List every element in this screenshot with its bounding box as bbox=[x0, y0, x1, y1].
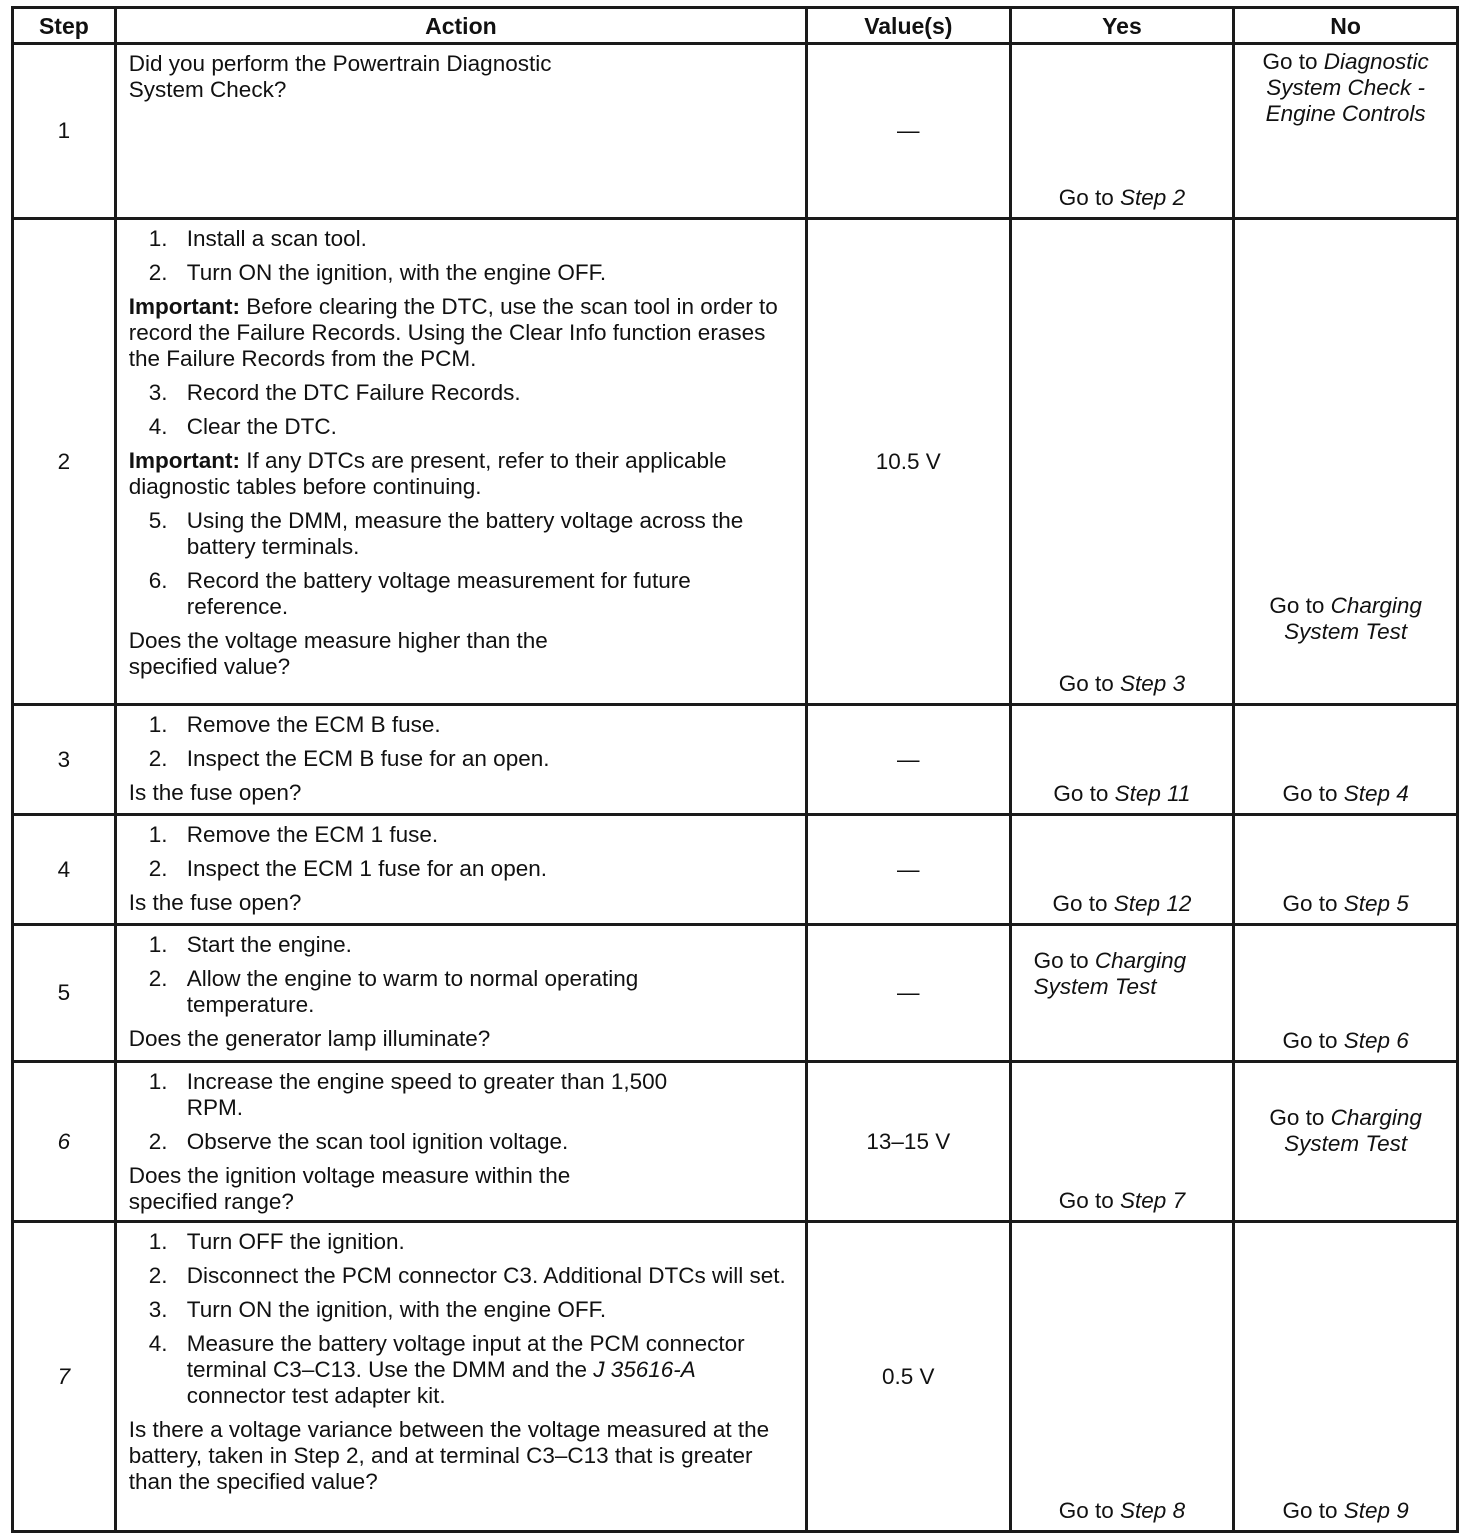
no-cell bbox=[1234, 925, 1458, 1062]
list-item: 1. Remove the ECM 1 fuse. bbox=[148, 822, 439, 847]
yes-step-link[interactable]: Step 7 bbox=[1120, 1188, 1186, 1213]
action-steps bbox=[129, 1069, 793, 1155]
list-item: 4. Clear the DTC. bbox=[148, 414, 337, 439]
list-item: 2. Inspect the ECM B fuse for an open. bbox=[148, 746, 550, 771]
action-steps bbox=[129, 712, 793, 772]
action-question: Does the ignition voltage measure within the specified range? bbox=[128, 1163, 571, 1214]
list-item: 2. Allow the engine to warm to normal operating temperature. bbox=[148, 966, 639, 1017]
action-cell bbox=[115, 925, 806, 1062]
table-row-step-2 bbox=[13, 219, 1458, 705]
no-cell bbox=[1234, 1222, 1458, 1532]
value-cell: 0.5 V bbox=[807, 1222, 1011, 1532]
no-goto: Go to Charging System Test bbox=[1269, 1105, 1422, 1156]
yes-cell bbox=[1010, 219, 1234, 705]
yes-goto: Go to Step 11 bbox=[1053, 781, 1191, 806]
important-note: Important: Before clearing the DTC, use the scan tool in order to record the Failure Records. Using the Clear Info function erases the Failure Records from the PCM. bbox=[128, 294, 778, 371]
action-steps bbox=[129, 932, 793, 1018]
diagnostic-table bbox=[11, 6, 1459, 1533]
action-cell bbox=[115, 44, 806, 219]
list-item: 1. Turn OFF the ignition. bbox=[148, 1229, 405, 1254]
table-row-step-5 bbox=[13, 925, 1458, 1062]
list-item: 4. Measure the battery voltage input at the PCM connector terminal C3–C13. Use the DMM and the J 35616-A connector test adapter kit. bbox=[148, 1331, 745, 1408]
no-goto: Go to Step 5 bbox=[1282, 891, 1409, 916]
value-cell: 13–15 V bbox=[807, 1062, 1011, 1222]
yes-goto: Go to Step 3 bbox=[1058, 671, 1186, 696]
step-number: 2 bbox=[13, 219, 116, 705]
header-action: Action bbox=[115, 8, 806, 44]
value-cell: — bbox=[807, 705, 1011, 815]
list-item: 5. Using the DMM, measure the battery voltage across the battery terminals. bbox=[148, 508, 744, 559]
table-row-step-3 bbox=[13, 705, 1458, 815]
header-step: Step bbox=[13, 8, 116, 44]
table-row-step-1 bbox=[13, 44, 1458, 219]
header-values: Value(s) bbox=[807, 8, 1011, 44]
yes-step-link[interactable]: Step 2 bbox=[1120, 185, 1186, 210]
action-question: Is the fuse open? bbox=[128, 780, 302, 805]
header-row bbox=[13, 8, 1458, 44]
header-yes: Yes bbox=[1010, 8, 1234, 44]
action-cell bbox=[115, 1062, 806, 1222]
value-cell: — bbox=[807, 44, 1011, 219]
action-steps bbox=[129, 822, 793, 882]
yes-cell bbox=[1010, 925, 1234, 1062]
list-item: 2. Observe the scan tool ignition voltage. bbox=[148, 1129, 569, 1154]
action-steps bbox=[129, 1229, 793, 1409]
important-note: Important: If any DTCs are present, refer to their applicable diagnostic tables before continuing. bbox=[128, 448, 727, 499]
value-cell: 10.5 V bbox=[807, 219, 1011, 705]
list-item: 3. Turn ON the ignition, with the engine OFF. bbox=[148, 1297, 607, 1322]
list-item: 2. Inspect the ECM 1 fuse for an open. bbox=[148, 856, 547, 881]
no-goto: Go to Step 6 bbox=[1282, 1028, 1409, 1053]
yes-goto: Go to Charging System Test bbox=[1033, 948, 1187, 999]
yes-goto: Go to Step 8 bbox=[1058, 1498, 1186, 1523]
action-cell bbox=[115, 815, 806, 925]
step-number: 3 bbox=[13, 705, 116, 815]
tool-reference: J 35616-A bbox=[593, 1357, 696, 1382]
list-item: 1. Start the engine. bbox=[148, 932, 352, 957]
action-steps bbox=[129, 380, 793, 440]
action-cell bbox=[115, 1222, 806, 1532]
yes-goto: Go to Step 12 bbox=[1052, 891, 1192, 916]
list-item: 1. Remove the ECM B fuse. bbox=[148, 712, 441, 737]
no-cell bbox=[1234, 219, 1458, 705]
action-question: Does the voltage measure higher than the specified value? bbox=[128, 628, 548, 679]
table-row-step-6 bbox=[13, 1062, 1458, 1222]
yes-cell bbox=[1010, 1222, 1234, 1532]
list-item: 2. Disconnect the PCM connector C3. Additional DTCs will set. bbox=[148, 1263, 786, 1288]
no-goto: Go to Charging System Test bbox=[1269, 593, 1422, 644]
yes-cell bbox=[1010, 44, 1234, 219]
list-item: 1. Increase the engine speed to greater than 1,500 RPM. bbox=[148, 1069, 668, 1120]
no-cell bbox=[1234, 44, 1458, 219]
no-step-link[interactable]: Step 9 bbox=[1343, 1498, 1409, 1523]
yes-step-link[interactable]: Step 12 bbox=[1113, 891, 1192, 916]
step-number: 6 bbox=[13, 1062, 116, 1222]
no-step-link[interactable]: Step 5 bbox=[1343, 891, 1409, 916]
no-cell bbox=[1234, 815, 1458, 925]
header-no: No bbox=[1234, 8, 1458, 44]
no-goto: Go to Step 9 bbox=[1282, 1498, 1409, 1523]
yes-cell bbox=[1010, 705, 1234, 815]
action-cell bbox=[115, 219, 806, 705]
action-question: Is there a voltage variance between the voltage measured at the battery, taken in Step 2, and at terminal C3–C13 that is greater than the specified value? bbox=[128, 1417, 770, 1494]
action-steps bbox=[129, 226, 793, 286]
yes-step-link[interactable]: Step 3 bbox=[1120, 671, 1186, 696]
action-cell bbox=[115, 705, 806, 815]
action-steps bbox=[129, 508, 793, 620]
yes-goto: Go to Step 7 bbox=[1058, 1188, 1186, 1213]
action-question: Is the fuse open? bbox=[128, 890, 302, 915]
yes-step-link[interactable]: Step 8 bbox=[1120, 1498, 1186, 1523]
table-row-step-7 bbox=[13, 1222, 1458, 1532]
list-item: 2. Turn ON the ignition, with the engine OFF. bbox=[148, 260, 607, 285]
step-number: 7 bbox=[13, 1222, 116, 1532]
yes-goto: Go to Step 2 bbox=[1058, 185, 1186, 210]
no-cell bbox=[1234, 705, 1458, 815]
action-question: Did you perform the Powertrain Diagnostic System Check? bbox=[128, 51, 552, 102]
yes-step-link[interactable]: Charging System Test bbox=[1033, 948, 1187, 999]
value-cell: — bbox=[807, 815, 1011, 925]
yes-step-link[interactable]: Step 11 bbox=[1114, 781, 1191, 806]
step-number: 4 bbox=[13, 815, 116, 925]
no-step-link[interactable]: Diagnostic System Check - Engine Controls bbox=[1265, 49, 1429, 126]
list-item: 3. Record the DTC Failure Records. bbox=[148, 380, 521, 405]
step-number: 5 bbox=[13, 925, 116, 1062]
table-row-step-4 bbox=[13, 815, 1458, 925]
value-cell: — bbox=[807, 925, 1011, 1062]
no-step-link[interactable]: Charging System Test bbox=[1284, 1105, 1422, 1156]
action-question: Does the generator lamp illuminate? bbox=[128, 1026, 491, 1051]
no-step-link[interactable]: Step 4 bbox=[1343, 781, 1409, 806]
no-goto: Go to Step 4 bbox=[1282, 781, 1409, 806]
yes-cell bbox=[1010, 815, 1234, 925]
list-item: 6. Record the battery voltage measurement for future reference. bbox=[148, 568, 691, 619]
list-item: 1. Install a scan tool. bbox=[148, 226, 367, 251]
no-step-link[interactable]: Charging System Test bbox=[1284, 593, 1422, 644]
no-cell bbox=[1234, 1062, 1458, 1222]
step-number: 1 bbox=[13, 44, 116, 219]
no-goto: Go to Diagnostic System Check - Engine Controls bbox=[1262, 49, 1429, 126]
yes-cell bbox=[1010, 1062, 1234, 1222]
no-step-link[interactable]: Step 6 bbox=[1343, 1028, 1409, 1053]
